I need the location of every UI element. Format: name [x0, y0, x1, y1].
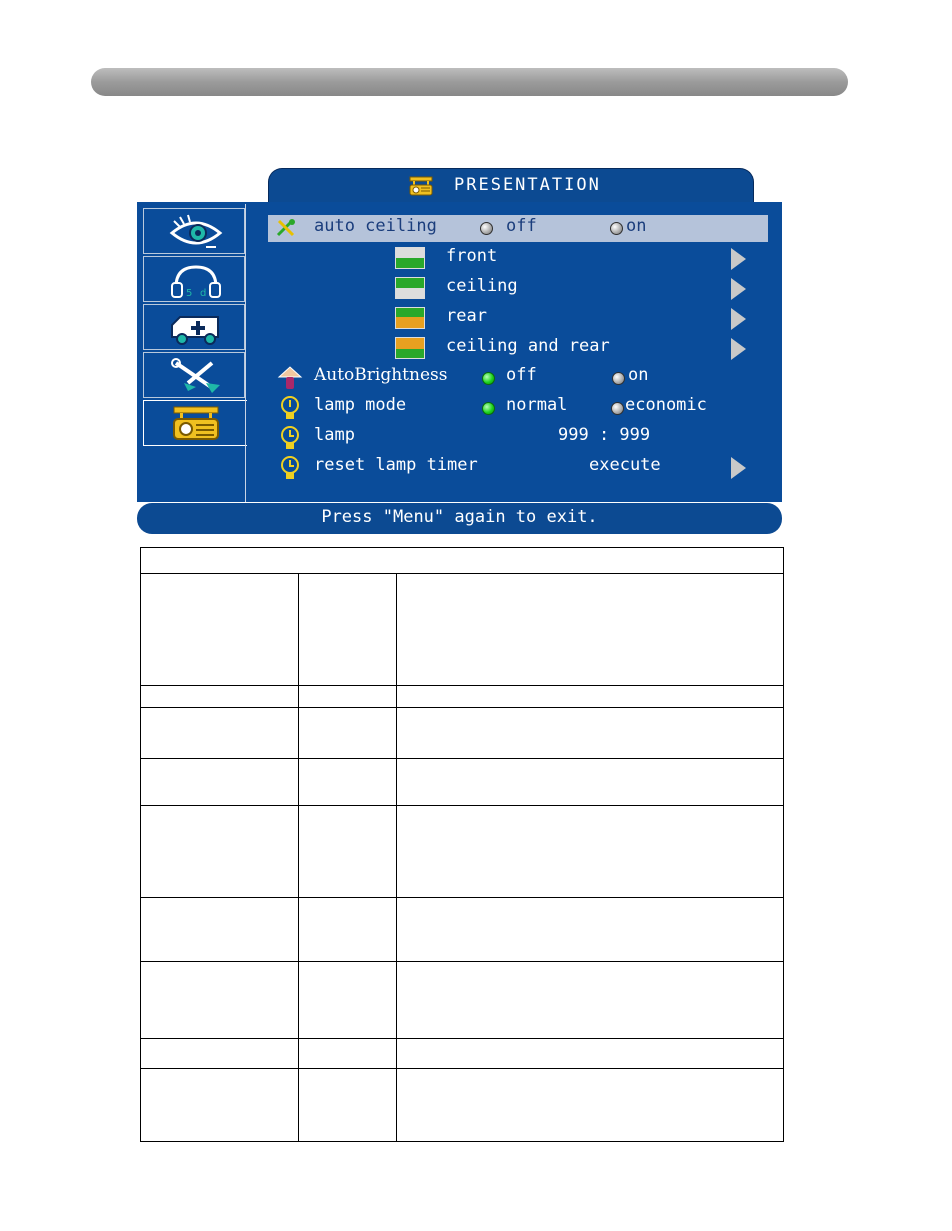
auto-brightness-row[interactable] — [137, 365, 782, 393]
footer-hint: Press "Menu" again to exit. — [321, 507, 598, 527]
auto-brightness-label: AutoBrightness — [314, 365, 448, 385]
table-row-divider — [141, 805, 783, 806]
projector-icon — [409, 176, 433, 196]
description-table — [140, 547, 784, 1142]
ceiling-and-rear-row[interactable] — [137, 336, 782, 364]
table-row-divider — [141, 707, 783, 708]
reset-lamp-timer-arrow-icon[interactable] — [731, 457, 746, 479]
auto-ceiling-off-radio[interactable] — [480, 222, 493, 235]
rear-label: rear — [446, 306, 487, 326]
lamp-mode-label: lamp mode — [314, 395, 407, 415]
lamp-mode-economic-label: economic — [625, 395, 707, 415]
header-bar — [91, 68, 848, 96]
table-col-divider — [298, 573, 299, 1141]
table-row-divider — [141, 1038, 783, 1039]
footer-bar — [137, 503, 782, 534]
front-row[interactable] — [137, 246, 782, 274]
table-row-divider — [141, 1068, 783, 1069]
rear-arrow-icon[interactable] — [731, 308, 746, 330]
lamp-label: lamp — [314, 425, 355, 445]
lamp-hours-row — [137, 425, 782, 453]
auto-brightness-on-label: on — [628, 365, 649, 385]
auto-ceiling-off-label: off — [506, 216, 537, 236]
auto-ceiling-label: auto ceiling — [314, 216, 437, 236]
auto-brightness-on-radio[interactable] — [612, 372, 625, 385]
auto-brightness-off-label: off — [506, 365, 537, 385]
auto-ceiling-row[interactable] — [137, 216, 782, 244]
ceiling-and-rear-label: ceiling and rear — [446, 336, 610, 356]
auto-ceiling-icon — [275, 218, 297, 238]
table-row-divider — [141, 573, 783, 574]
lamp-mode-normal-label: normal — [506, 395, 568, 415]
ceiling-and-rear-projection-icon — [395, 337, 425, 359]
menu-title: PRESENTATION — [454, 175, 601, 195]
lamp-clock-icon — [278, 425, 302, 451]
menu-title-tab — [268, 168, 754, 205]
table-row-divider — [141, 961, 783, 962]
auto-brightness-off-radio[interactable] — [482, 372, 495, 385]
lamp-shade-icon — [275, 365, 305, 391]
front-label: front — [446, 246, 498, 266]
rear-projection-icon — [395, 307, 425, 329]
table-row-divider — [141, 897, 783, 898]
lamp-mode-normal-radio[interactable] — [482, 402, 495, 415]
table-row-divider — [141, 685, 783, 686]
front-projection-icon — [395, 247, 425, 269]
auto-ceiling-on-label: on — [626, 216, 647, 236]
reset-lamp-timer-label: reset lamp timer — [314, 455, 478, 475]
front-arrow-icon[interactable] — [731, 248, 746, 270]
ceiling-arrow-icon[interactable] — [731, 278, 746, 300]
rear-row[interactable] — [137, 306, 782, 334]
ceiling-label: ceiling — [446, 276, 518, 296]
lamp-bulb-icon — [278, 395, 302, 421]
lamp-hours-value: 999 : 999 — [558, 425, 651, 445]
lamp-mode-economic-radio[interactable] — [611, 402, 624, 415]
table-row-divider — [141, 758, 783, 759]
table-col-divider — [396, 573, 397, 1141]
svg-text:d: d — [200, 288, 207, 299]
ceiling-projection-icon — [395, 277, 425, 299]
svg-text:5: 5 — [186, 288, 193, 299]
ceiling-row[interactable] — [137, 276, 782, 304]
lamp-clock-icon — [278, 455, 302, 481]
reset-lamp-timer-row[interactable] — [137, 455, 782, 483]
ceiling-and-rear-arrow-icon[interactable] — [731, 338, 746, 360]
osd-menu — [137, 168, 782, 534]
reset-lamp-timer-execute[interactable]: execute — [589, 455, 661, 475]
lamp-mode-row[interactable] — [137, 395, 782, 423]
auto-ceiling-on-radio[interactable] — [610, 222, 623, 235]
